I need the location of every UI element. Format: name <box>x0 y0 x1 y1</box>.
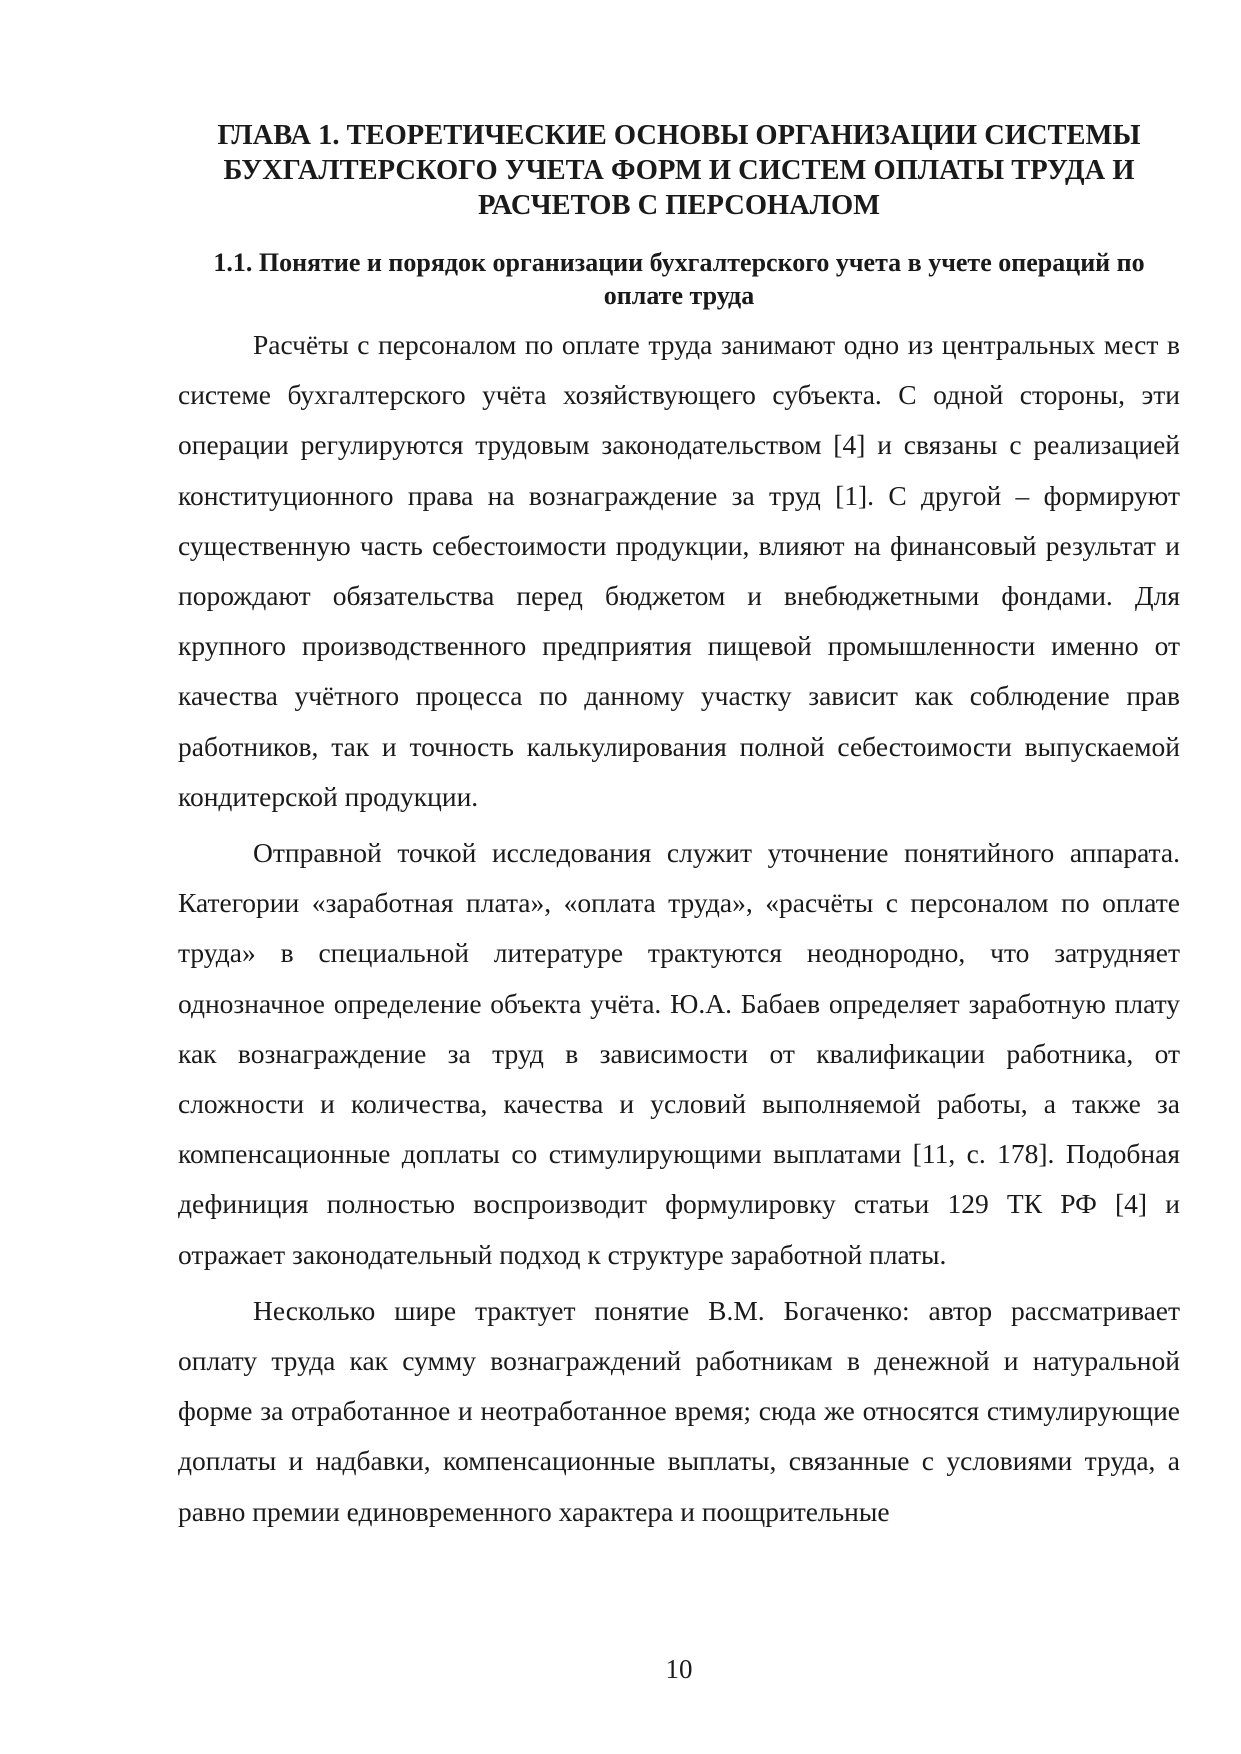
paragraph: Отправной точкой исследования служит уточнение понятийного аппарата. Категории «заработная плата», «оплата труда», «расчёты с персоналом по оплате труда» в специальной литературе трактуются неоднородно, что затрудняет однозначное определение объекта учёта. Ю.А. Бабаев определяет заработную плату как вознаграждение за труд в зависимости от квалификации работника, от сложности и количества, качества и условий выполняемой работы, а также за компенсационные доплаты со стимулирующими выплатами [11, с. 178]. Подобная дефиниция полностью воспроизводит формулировку статьи 129 ТК РФ [4] и отражает законодательный подход к структуре заработной платы. <box>178 837 1180 1270</box>
paragraph: Несколько шире трактует понятие В.М. Богаченко: автор рассматривает оплату труда как сумму вознаграждений работникам в денежной и натуральной форме за отработанное и неотработанное время; сюда же относятся стимулирующие доплаты и надбавки, компенсационные выплаты, связанные с условиями труда, а равно премии единовременного характера и поощрительные <box>178 1294 1180 1527</box>
section-title: 1.1. Понятие и порядок организации бухгалтерского учета в учете операций по оплате труда <box>213 248 1145 310</box>
body-text <box>178 320 1180 1543</box>
page-number: 10 <box>665 1654 693 1684</box>
chapter-title: ГЛАВА 1. ТЕОРЕТИЧЕСКИЕ ОСНОВЫ ОРГАНИЗАЦИИ СИСТЕМЫ БУХГАЛТЕРСКОГО УЧЕТА ФОРМ И СИСТЕМ ОПЛАТЫ ТРУДА И РАСЧЕТОВ С ПЕРСОНАЛОМ <box>217 120 1141 221</box>
paragraph: Расчёты с персоналом по оплате труда занимают одно из центральных мест в системе бухгалтерского учёта хозяйствующего субъекта. С одной стороны, эти операции регулируются трудовым законодательством [4] и связаны с реализацией конституционного права на вознаграждение за труд [1]. С другой – формируют существенную часть себестоимости продукции, влияют на финансовый результат и порождают обязательства перед бюджетом и внебюджетными фондами. Для крупного производственного предприятия пищевой промышленности именно от качества учётного процесса по данному участку зависит как соблюдение прав работников, так и точность калькулирования полной себестоимости выпускаемой кондитерской продукции. <box>178 329 1180 812</box>
